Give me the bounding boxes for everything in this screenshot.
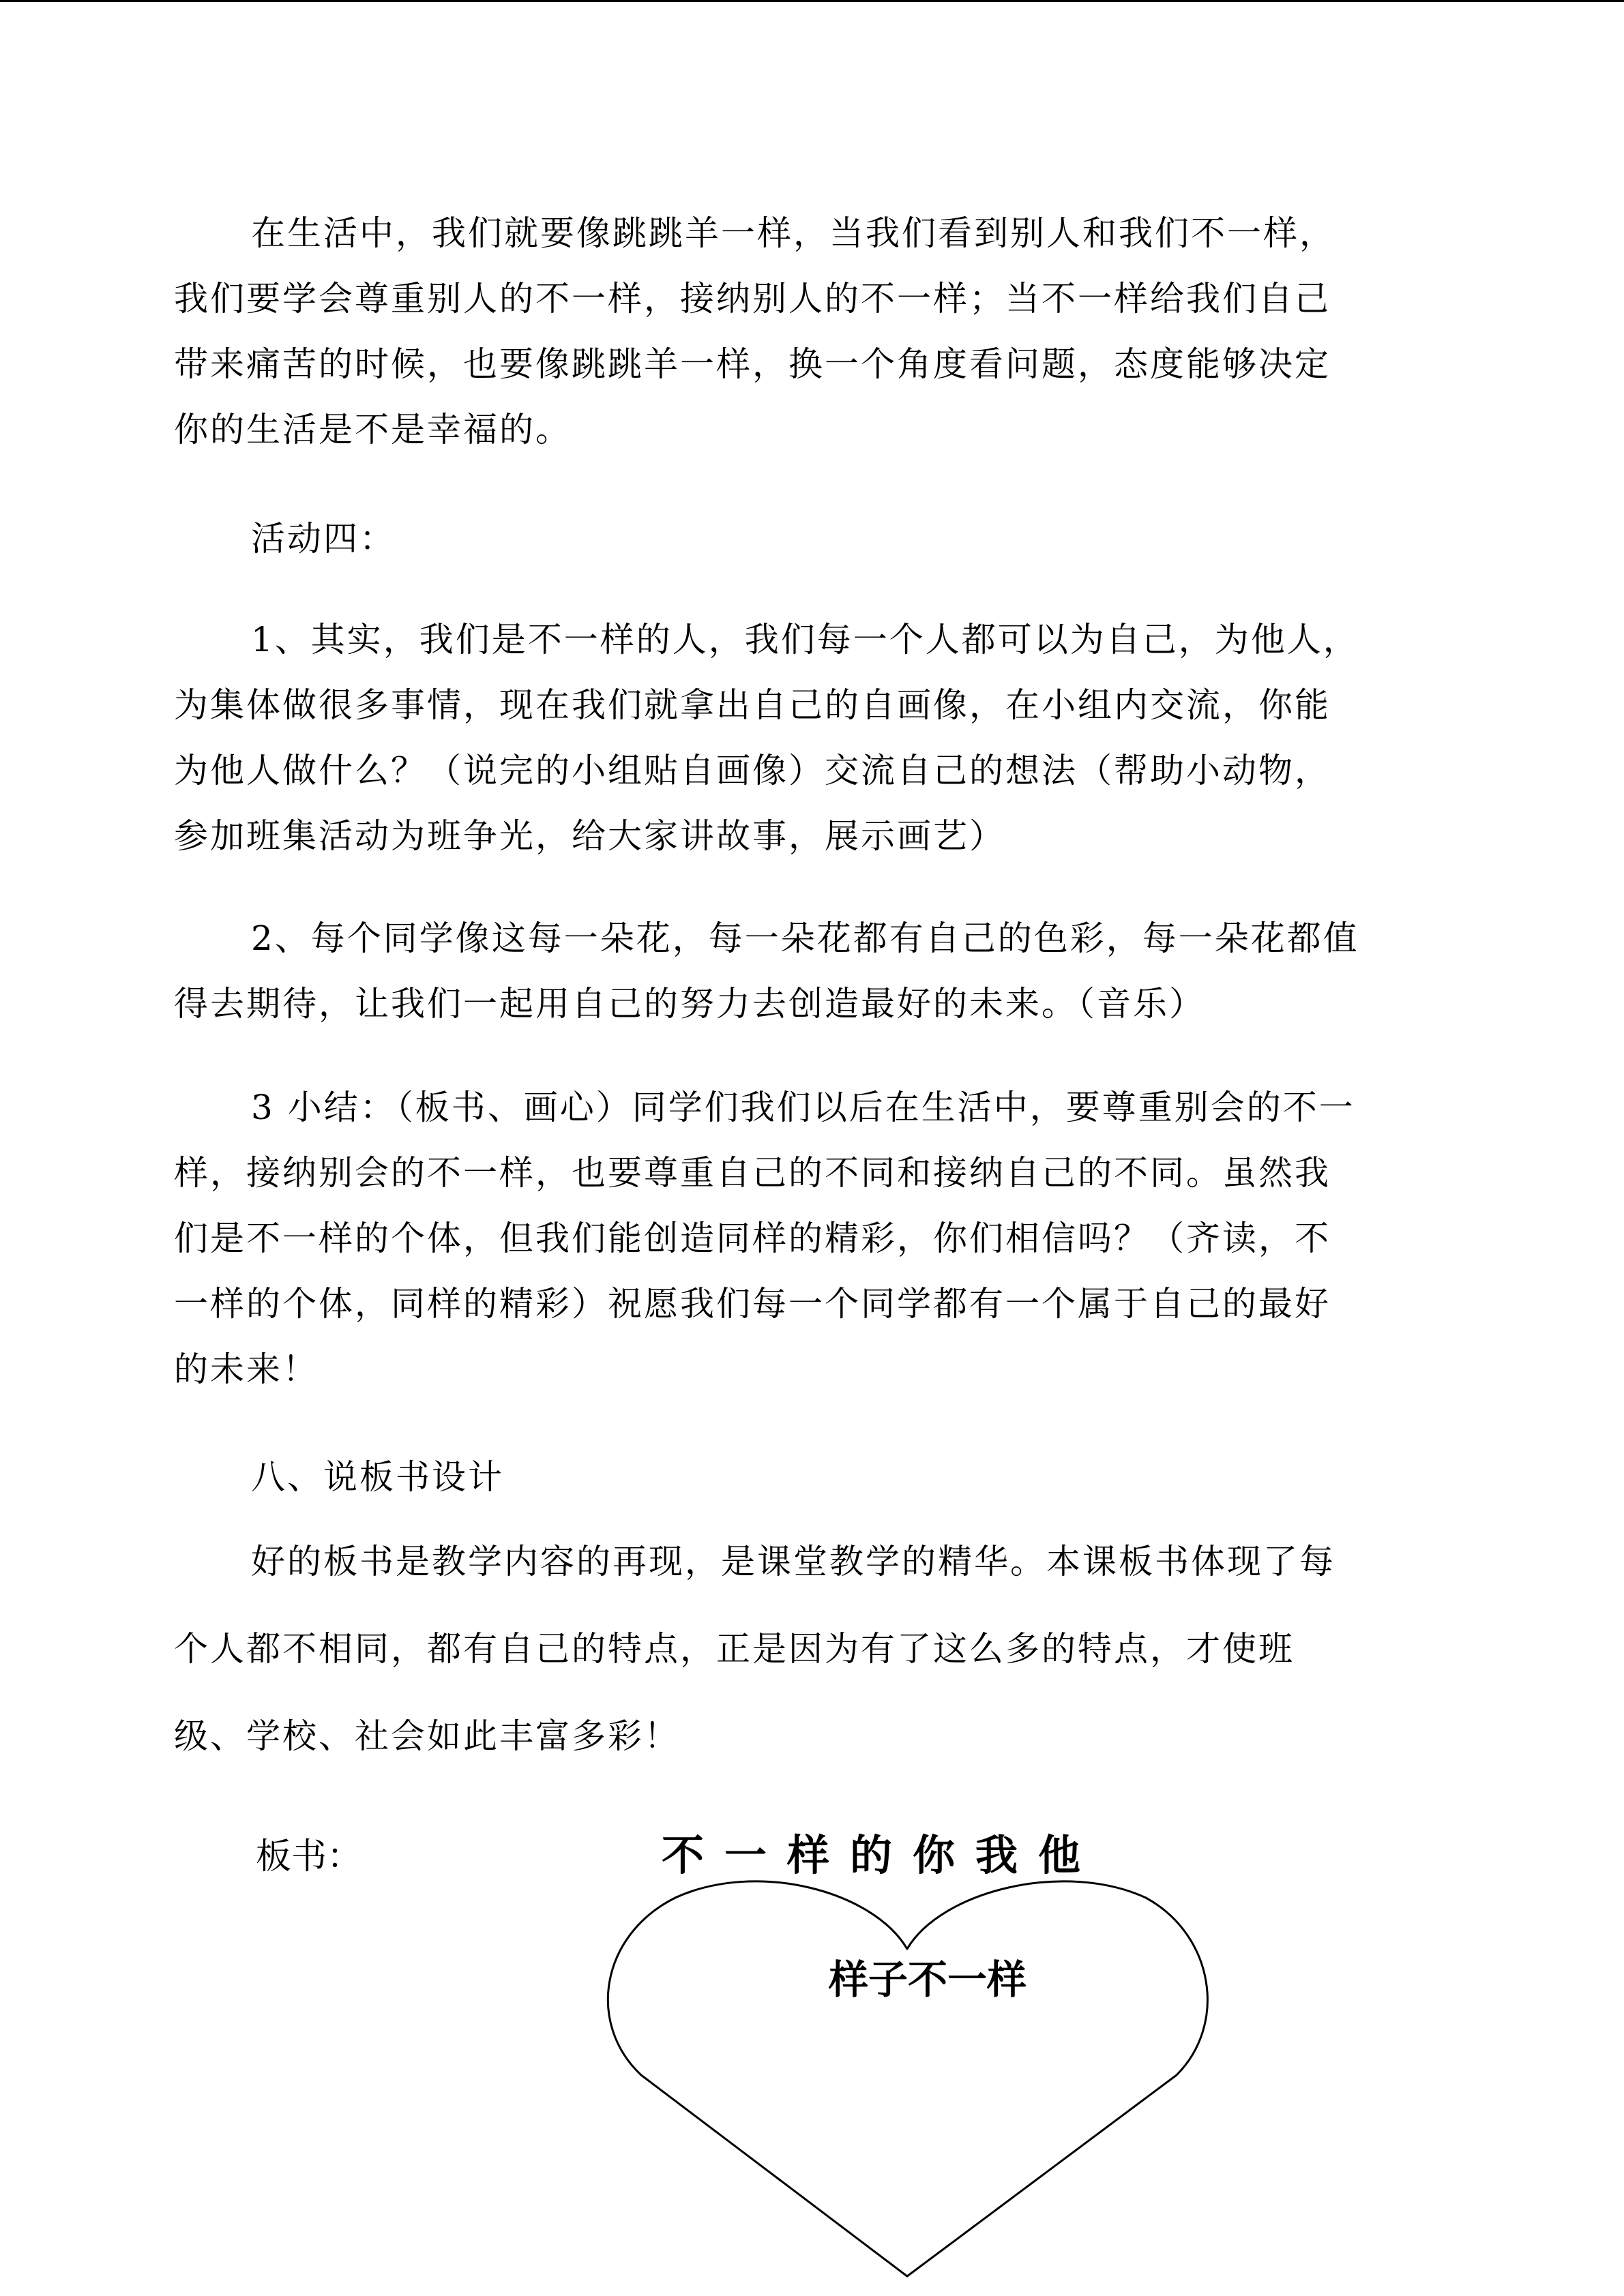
paragraph-2-line-1: 1、其实，我们是不一样的人，我们每一个人都可以为自己，为他人， <box>251 620 1359 659</box>
paragraph-2-line-4: 参加班集活动为班争光，给大家讲故事，展示画艺） <box>174 816 1005 856</box>
heart-label: 样子不一样 <box>829 1956 1027 2003</box>
paragraph-4-line-1: 3 小结：（板书、画心）同学们我们以后在生活中，要尊重别会的不一 <box>251 1088 1355 1127</box>
paragraph-2-line-2: 为集体做很多事情，现在我们就拿出自己的自画像，在小组内交流，你能 <box>174 685 1331 725</box>
board-label: 板书： <box>256 1836 363 1877</box>
paragraph-2-line-3: 为他人做什么？（说完的小组贴自画像）交流自己的想法（帮助小动物， <box>174 751 1331 790</box>
section-8-heading: 八、说板书设计 <box>251 1457 504 1497</box>
page-top-border <box>0 0 1624 2</box>
paragraph-1-line-2: 我们要学会尊重别人的不一样，接纳别人的不一样；当不一样给我们自己 <box>174 279 1331 318</box>
paragraph-4-line-4: 一样的个体，同样的精彩）祝愿我们每一个同学都有一个属于自己的最好 <box>174 1284 1331 1324</box>
paragraph-1-line-4: 你的生活是不是幸福的。 <box>174 410 572 449</box>
heart-diagram <box>600 1867 1214 2293</box>
paragraph-3-line-2: 得去期待，让我们一起用自己的努力去创造最好的未来。（音乐） <box>174 984 1205 1024</box>
paragraph-5-line-2: 个人都不相同，都有自己的特点，正是因为有了这么多的特点，才使班 <box>174 1629 1295 1669</box>
paragraph-4-line-5: 的未来！ <box>174 1350 319 1389</box>
board-title: 不一样的你我他 <box>662 1830 1102 1880</box>
heart-shape <box>608 1881 1207 2276</box>
paragraph-1-line-1: 在生活中，我们就要像跳跳羊一样，当我们看到别人和我们不一样， <box>251 213 1335 253</box>
paragraph-3-line-1: 2、每个同学像这每一朵花，每一朵花都有自己的色彩，每一朵花都值 <box>251 919 1359 958</box>
paragraph-4-line-3: 们是不一样的个体，但我们能创造同样的精彩，你们相信吗？（齐读，不 <box>174 1219 1331 1258</box>
paragraph-1-line-3: 带来痛苦的时候，也要像跳跳羊一样，换一个角度看问题，态度能够决定 <box>174 344 1331 384</box>
paragraph-5-line-1: 好的板书是教学内容的再现，是课堂教学的精华。本课板书体现了每 <box>251 1542 1335 1581</box>
paragraph-4-line-2: 样，接纳别会的不一样，也要尊重自己的不同和接纳自己的不同。虽然我 <box>174 1153 1331 1193</box>
paragraph-5-line-3: 级、学校、社会如此丰富多彩！ <box>174 1716 680 1756</box>
activity-4-heading: 活动四： <box>251 519 396 558</box>
